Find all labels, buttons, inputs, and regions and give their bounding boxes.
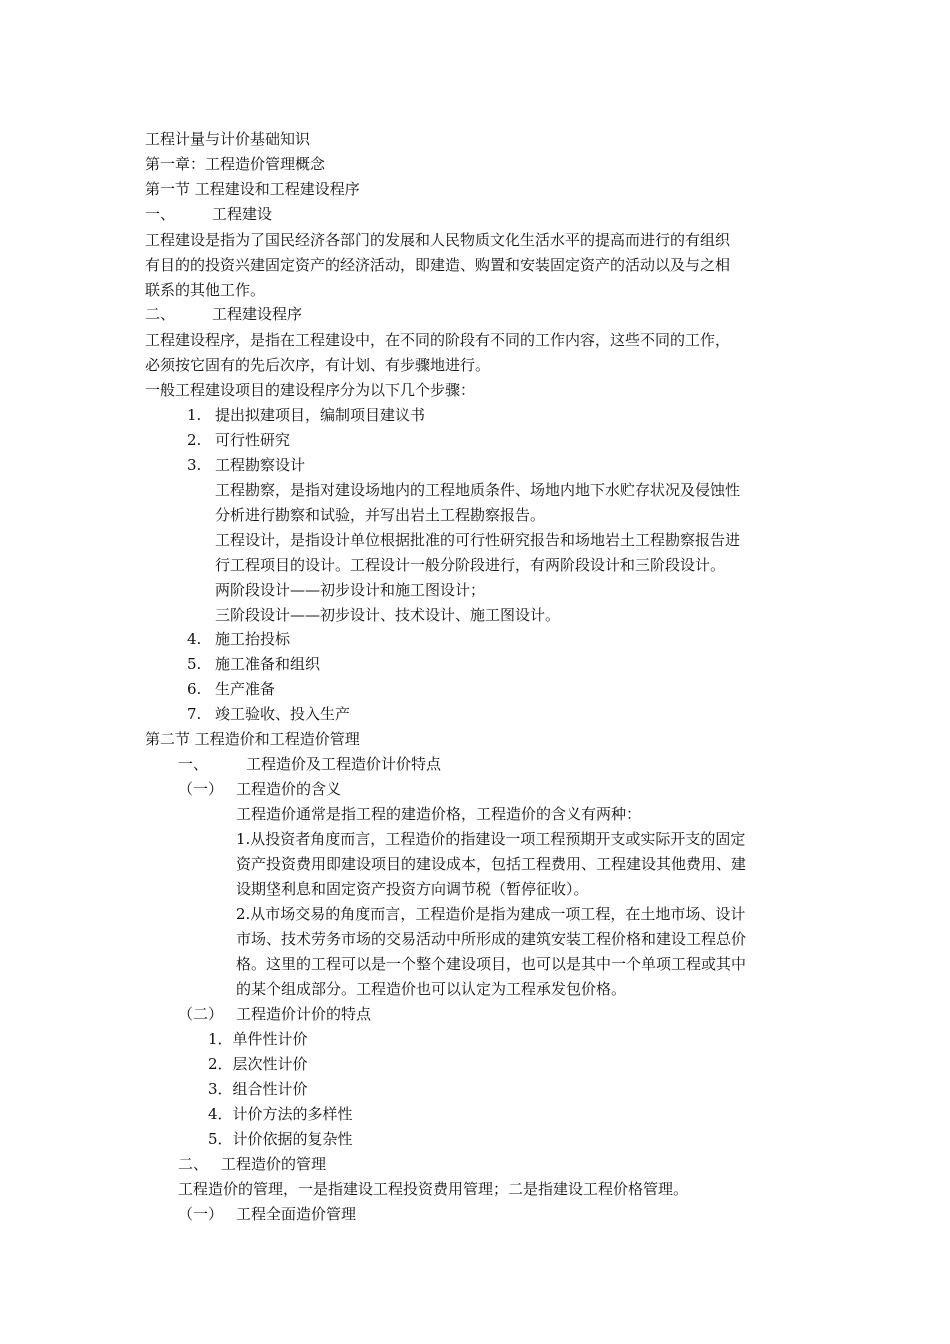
list-item: 4．计价方法的多样性: [208, 1105, 353, 1123]
document-title: 工程计量与计价基础知识: [145, 130, 311, 148]
list-item: 工程勘察设计: [215, 456, 306, 474]
paragraph-line: 工程建设是指为了国民经济各部门的发展和人民物质文化生活水平的提高而进行的有组织: [145, 231, 731, 249]
paragraph-line: 2.从市场交易的角度而言，工程造价是指为建成一项工程，在土地市场、设计: [236, 905, 746, 923]
list-number: 1.: [187, 406, 202, 424]
paragraph-line: 资产投资费用即建设项目的建设成本，包括工程费用、工程建设其他费用、建: [236, 855, 747, 873]
paragraph-line: 有目的的投资兴建固定资产的经济活动，即建造、购置和安装固定资产的活动以及与之相: [145, 256, 731, 274]
list-number: 6.: [187, 680, 202, 698]
list-item: 生产准备: [215, 680, 276, 698]
item-number: （一）: [178, 1205, 224, 1223]
section-heading: 第二节 工程造价和工程造价管理: [145, 730, 360, 748]
subsection-title: 工程造价及工程造价计价特点: [246, 755, 442, 773]
subsection-number: 一、: [178, 755, 209, 773]
paragraph-line: 设期垡利息和固定资产投资方向调节税（暂停征收）。: [236, 880, 589, 898]
subsection-title: 工程造价的管理: [221, 1155, 327, 1173]
list-number: 7.: [187, 705, 202, 723]
paragraph-line: 必须按它固有的先后次序，有计划、有步骤地进行。: [145, 356, 491, 374]
list-item: 5．计价依据的复杂性: [208, 1130, 353, 1148]
subsection-number: 二、: [178, 1155, 209, 1173]
list-item: 施工准备和组织: [215, 655, 321, 673]
paragraph-line: 工程勘察，是指对建设场地内的工程地质条件、场地内地下水贮存状况及侵蚀性: [215, 481, 741, 499]
paragraph-line: 行工程项目的设计。工程设计一般分阶段进行，有两阶段设计和三阶段设计。: [215, 556, 726, 574]
paragraph-line: 联系的其他工作。: [145, 281, 266, 299]
list-item: 1．单件性计价: [208, 1030, 308, 1048]
list-item: 3．组合性计价: [208, 1080, 308, 1098]
item-title: 工程造价的含义: [236, 780, 342, 798]
paragraph-line: 一般工程建设项目的建设程序分为以下几个步骤：: [145, 381, 476, 399]
paragraph-line: 工程建设程序，是指在工程建设中，在不同的阶段有不同的工作内容，这些不同的工作，: [145, 331, 731, 349]
subsection-number: 二、: [145, 305, 176, 323]
list-number: 5.: [187, 655, 202, 673]
paragraph-line: 1.从投资者角度而言，工程造价的指建设一项工程预期开支或实际开支的固定: [236, 830, 746, 848]
item-number: （二）: [178, 1005, 224, 1023]
paragraph-line: 的某个组成部分。工程造价也可以认定为工程承发包价格。: [236, 980, 627, 998]
item-number: （一）: [178, 780, 224, 798]
subsection-title: 工程建设程序: [212, 305, 303, 323]
paragraph-line: 工程造价通常是指工程的建造价格，工程造价的含义有两种：: [236, 805, 642, 823]
paragraph-line: 市场、技术劳务市场的交易活动中所形成的建筑安装工程价格和建设工程总价: [236, 930, 747, 948]
paragraph-line: 格。这里的工程可以是一个整个建设项目，也可以是其中一个单项工程或其中: [236, 955, 747, 973]
list-number: 4.: [187, 630, 202, 648]
paragraph-line: 分析进行勘察和试验，并写出岩土工程勘察报告。: [215, 506, 546, 524]
item-title: 工程造价计价的特点: [236, 1005, 372, 1023]
subsection-number: 一、: [145, 205, 176, 223]
paragraph-line: 工程设计，是指设计单位根据批准的可行性研究报告和场地岩土工程勘察报告进: [215, 531, 741, 549]
list-item: 可行性研究: [215, 431, 291, 449]
section-heading: 第一节 工程建设和工程建设程序: [145, 180, 360, 198]
subsection-title: 工程建设: [212, 205, 273, 223]
list-item: 施工抬投标: [215, 630, 291, 648]
item-title: 工程全面造价管理: [236, 1205, 357, 1223]
list-item: 提出拟建项目，编制项目建议书: [215, 406, 426, 424]
chapter-heading: 第一章：工程造价管理概念: [145, 155, 326, 173]
paragraph-line: 两阶段设计——初步设计和施工图设计；: [215, 581, 486, 599]
list-item: 竣工验收、投入生产: [215, 705, 351, 723]
list-number: 3.: [187, 456, 202, 474]
paragraph-line: 三阶段设计——初步设计、技术设计、施工图设计。: [215, 606, 561, 624]
list-item: 2．层次性计价: [208, 1055, 308, 1073]
paragraph-line: 工程造价的管理，一是指建设工程投资费用管理；二是指建设工程价格管理。: [178, 1180, 689, 1198]
list-number: 2.: [187, 431, 202, 449]
